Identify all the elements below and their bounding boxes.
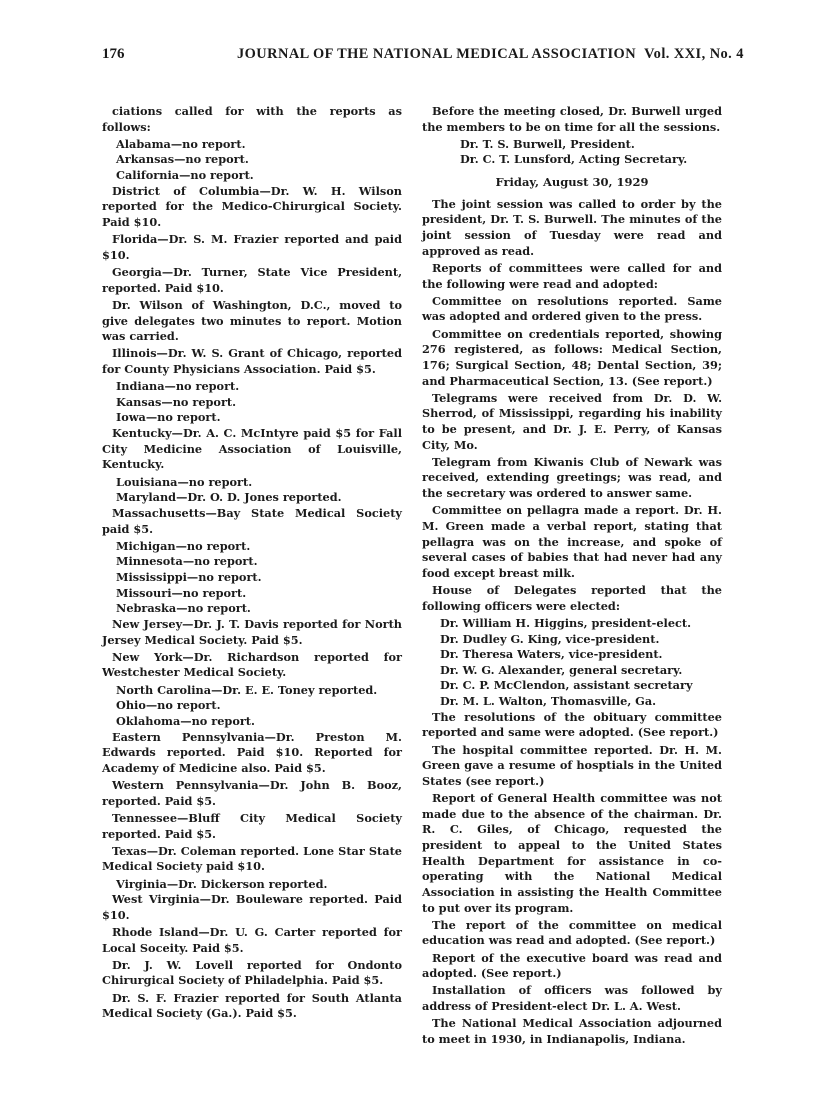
state-report-line: Indiana—no report. bbox=[116, 379, 240, 394]
paragraph: Western Pennsylvania—Dr. John B. Booz, reported. Paid $5. bbox=[102, 778, 402, 808]
state-report-line: California—no report. bbox=[116, 168, 254, 183]
paragraph: Before the meeting closed, Dr. Burwell urged the members to be on time for all the sessions. bbox=[422, 104, 722, 134]
state-report-line: Iowa—no report. bbox=[116, 410, 221, 425]
page-header bbox=[102, 46, 744, 70]
volume-issue: Vol. XXI, No. 4 bbox=[644, 46, 744, 62]
state-report-line: Missouri—no report. bbox=[116, 585, 247, 600]
state-report-line: Arkansas—no report. bbox=[116, 152, 249, 167]
paragraph: New Jersey—Dr. J. T. Davis reported for North Jersey Medical Society. Paid $5. bbox=[102, 617, 402, 647]
state-report-line: Mississippi—no report. bbox=[116, 570, 262, 585]
officer-line: Dr. Dudley G. King, vice-president. bbox=[440, 631, 660, 646]
paragraph: District of Columbia—Dr. W. H. Wilson reported for the Medico-Chirurgical Society. Paid $10. bbox=[102, 183, 402, 230]
paragraph: Florida—Dr. S. M. Frazier reported and paid $10. bbox=[102, 232, 402, 262]
officer-line: Dr. C. P. McClendon, assistant secretary bbox=[440, 678, 693, 693]
paragraph: Committee on resolutions reported. Same was adopted and ordered given to the press. bbox=[422, 293, 722, 324]
paragraph: Telegrams were received from Dr. D. W. Sherrod, of Mississippi, regarding his inability to be present, and Dr. J. E. Perry, of Kansas City, Mo. bbox=[422, 390, 722, 452]
running-title bbox=[237, 46, 744, 63]
paragraph: The resolutions of the obituary committee reported and same were adopted. (See report.) bbox=[422, 709, 722, 740]
state-report-line: Oklahoma—no report. bbox=[116, 713, 255, 728]
paragraph: House of Delegates reported that the following officers were elected: bbox=[422, 583, 722, 613]
paragraph: The joint session was called to order by the president, Dr. T. S. Burwell. The minutes of the joint session of Tuesday were read and approved as read. bbox=[422, 196, 722, 258]
paragraph: Dr. J. W. Lovell reported for Ondonto Chirurgical Society of Philadelphia. Paid $5. bbox=[102, 957, 402, 988]
paragraph: Dr. Wilson of Washington, D.C., moved to give delegates two minutes to report. Motion was carried. bbox=[102, 297, 402, 344]
page-number: 176 bbox=[102, 46, 125, 62]
paragraph: West Virginia—Dr. Bouleware reported. Paid $10. bbox=[102, 892, 402, 922]
state-report-line: Virginia—Dr. Dickerson reported. bbox=[116, 876, 328, 891]
officer-line: Dr. Theresa Waters, vice-president. bbox=[440, 647, 663, 662]
state-report-line: Ohio—no report. bbox=[116, 698, 221, 713]
left-column bbox=[102, 104, 402, 1023]
paragraph: Massachusetts—Bay State Medical Society paid $5. bbox=[102, 505, 402, 536]
paragraph: Georgia—Dr. Turner, State Vice President, reported. Paid $10. bbox=[102, 265, 402, 295]
paragraph: Committee on credentials reported, showing 276 registered, as follows: Medical Section, 176; Surgical Section, 48; Dental Section, 39; and Pharmaceutical Section, 13. (See report.) bbox=[422, 326, 722, 388]
state-report-line: Kansas—no report. bbox=[116, 394, 237, 409]
signature-line: Dr. T. S. Burwell, President. bbox=[460, 136, 635, 151]
paragraph: Report of the executive board was read and adopted. (See report.) bbox=[422, 950, 722, 981]
officer-line: Dr. M. L. Walton, Thomasville, Ga. bbox=[440, 694, 657, 709]
section-heading: Friday, August 30, 1929 bbox=[495, 175, 649, 190]
paragraph: New York—Dr. Richardson reported for Westchester Medical Society. bbox=[102, 649, 402, 680]
paragraph: Eastern Pennsylvania—Dr. Preston M. Edwards reported. Paid $10. Reported for Academy of Medicine also. Paid $5. bbox=[102, 729, 402, 775]
paragraph: The National Medical Association adjourned to meet in 1930, in Indianapolis, Indiana. bbox=[422, 1016, 722, 1046]
officer-line: Dr. William H. Higgins, president-elect. bbox=[440, 615, 692, 630]
paragraph: Kentucky—Dr. A. C. McIntyre paid $5 for Fall City Medicine Association of Louisville, Kentucky. bbox=[102, 426, 402, 472]
state-report-line: North Carolina—Dr. E. E. Toney reported. bbox=[116, 682, 378, 697]
state-report-line: Maryland—Dr. O. D. Jones reported. bbox=[116, 490, 342, 505]
state-report-line: Nebraska—no report. bbox=[116, 601, 251, 616]
paragraph: Installation of officers was followed by address of President-elect Dr. L. A. West. bbox=[422, 983, 722, 1014]
paragraph: Illinois—Dr. W. S. Grant of Chicago, reported for County Physicians Association. Paid $5. bbox=[102, 346, 402, 376]
paragraph: Texas—Dr. Coleman reported. Lone Star State Medical Society paid $10. bbox=[102, 843, 402, 874]
journal-title: JOURNAL OF THE NATIONAL MEDICAL ASSOCIATION bbox=[237, 46, 637, 62]
paragraph: Committee on pellagra made a report. Dr. H. M. Green made a verbal report, stating that pellagra was on the increase, and spoke of several cases of babies that had never had any food except breast milk. bbox=[422, 503, 722, 580]
paragraph: The hospital committee reported. Dr. H. M. Green gave a resume of hosptials in the United States (see report.) bbox=[422, 742, 722, 788]
paragraph: ciations called for with the reports as follows: bbox=[102, 104, 402, 134]
state-report-line: Alabama—no report. bbox=[116, 136, 246, 151]
signature-line: Dr. C. T. Lunsford, Acting Secretary. bbox=[460, 152, 688, 167]
paragraph: Reports of committees were called for and the following were read and adopted: bbox=[422, 260, 722, 291]
right-column bbox=[422, 104, 722, 1049]
state-report-line: Louisiana—no report. bbox=[116, 474, 253, 489]
state-report-line: Michigan—no report. bbox=[116, 538, 251, 553]
paragraph: Tennessee—Bluff City Medical Society reported. Paid $5. bbox=[102, 810, 402, 841]
state-report-line: Minnesota—no report. bbox=[116, 554, 258, 569]
paragraph: Dr. S. F. Frazier reported for South Atlanta Medical Society (Ga.). Paid $5. bbox=[102, 990, 402, 1021]
paragraph: The report of the committee on medical education was read and adopted. (See report.) bbox=[422, 917, 722, 948]
officer-line: Dr. W. G. Alexander, general secretary. bbox=[440, 662, 683, 677]
paragraph: Rhode Island—Dr. U. G. Carter reported for Local Soceity. Paid $5. bbox=[102, 924, 402, 955]
paragraph: Telegram from Kiwanis Club of Newark was received, extending greetings; was read, and the secretary was ordered to answer same. bbox=[422, 454, 722, 501]
paragraph: Report of General Health committee was not made due to the absence of the chairman. Dr. R. C. Giles, of Chicago, requested the president to appeal to the United States Health Department for assistance in co-operating with the National Medical Association in assisting the Health Committee to put over its program. bbox=[422, 791, 722, 915]
